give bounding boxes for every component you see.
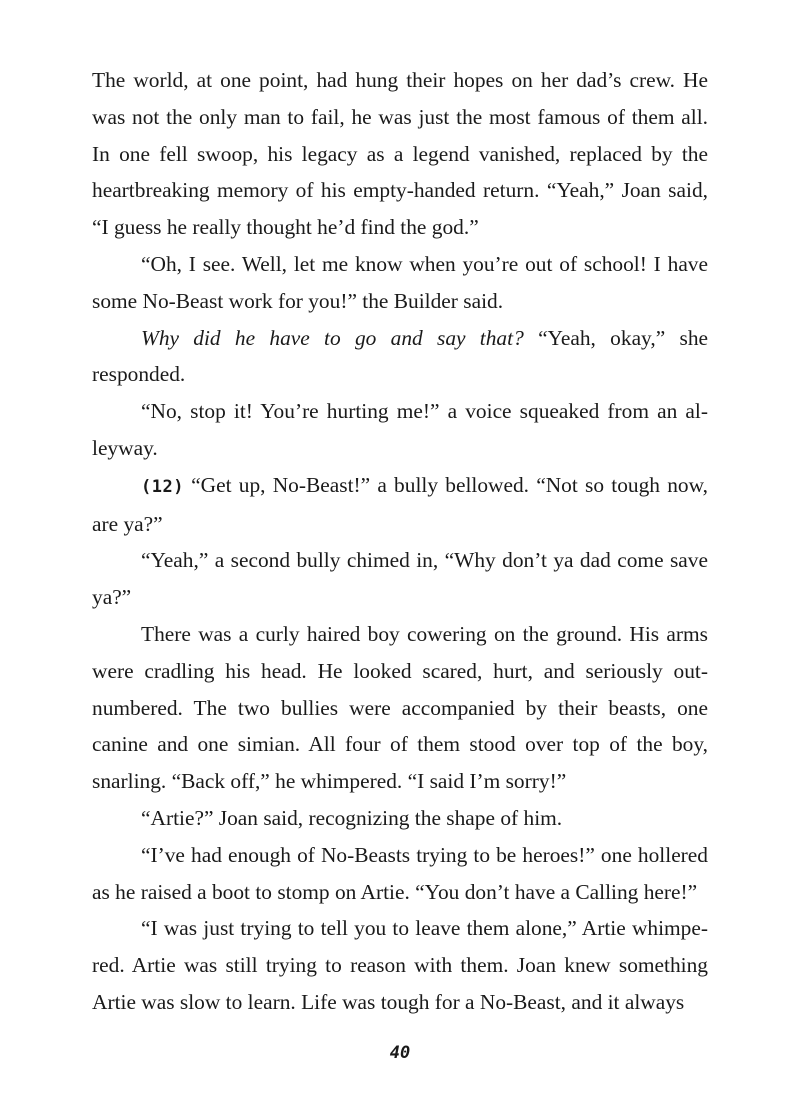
paragraph-5 bbox=[92, 467, 708, 543]
paragraph-5-text: “Get up, No-Beast!” a bully bellowed. “Not so tough now, are ya?” bbox=[92, 472, 708, 536]
paragraph-7: There was a curly haired boy cowering on the ground. His arms were cradling his head. He looked scared, hurt, and seriously outnumbered. The two bullies were accompanied by their beasts, one canine and one simian. All four of them stood over top of the boy, snarling. “Back off,” he whimpered. “I said I’m sorry!” bbox=[92, 621, 708, 794]
paragraph-4: “No, stop it! You’re hurting me!” a voice squeaked from an alleyway. bbox=[92, 399, 708, 460]
paragraph-10: “I was just trying to tell you to leave them alone,” Artie whimpered. Artie was still trying to reason with them. Joan knew something Artie was slow to learn. Life was tough for a No-Beast, and it always bbox=[92, 916, 708, 1014]
book-page-body bbox=[92, 62, 708, 1021]
paragraph-3-text: “Yeah, okay,” she responded. bbox=[92, 325, 709, 387]
page-number: 40 bbox=[389, 1043, 411, 1063]
paragraph-3 bbox=[92, 320, 708, 394]
paragraph-6: “Yeah,” a second bully chimed in, “Why don’t ya dad come save ya?” bbox=[92, 548, 708, 610]
paragraph-1: The world, at one point, had hung their hopes on her dad’s crew. He was not the only man to fail, he was just the most famous of them all. In one fell swoop, his legacy as a legend vanished, replaced by the heartbreaking memory of his empty-handed return. “Yeah,” Joan said, “I guess he really thought he’d find the god.” bbox=[92, 68, 708, 240]
paragraph-9: “I’ve had enough of No-Beasts trying to be heroes!” one hollered as he raised a boot to stomp on Artie. “You don’t have a Calling here!” bbox=[92, 842, 708, 904]
paragraph-2: “Oh, I see. Well, let me know when you’re out of school! I have some No-Beast work for you!” the Builder said. bbox=[92, 251, 708, 313]
section-marker: (12) bbox=[141, 476, 184, 497]
italic-thought: Why did he have to go and say that? bbox=[141, 325, 524, 350]
paragraph-8: “Artie?” Joan said, recognizing the shape of him. bbox=[141, 805, 563, 830]
